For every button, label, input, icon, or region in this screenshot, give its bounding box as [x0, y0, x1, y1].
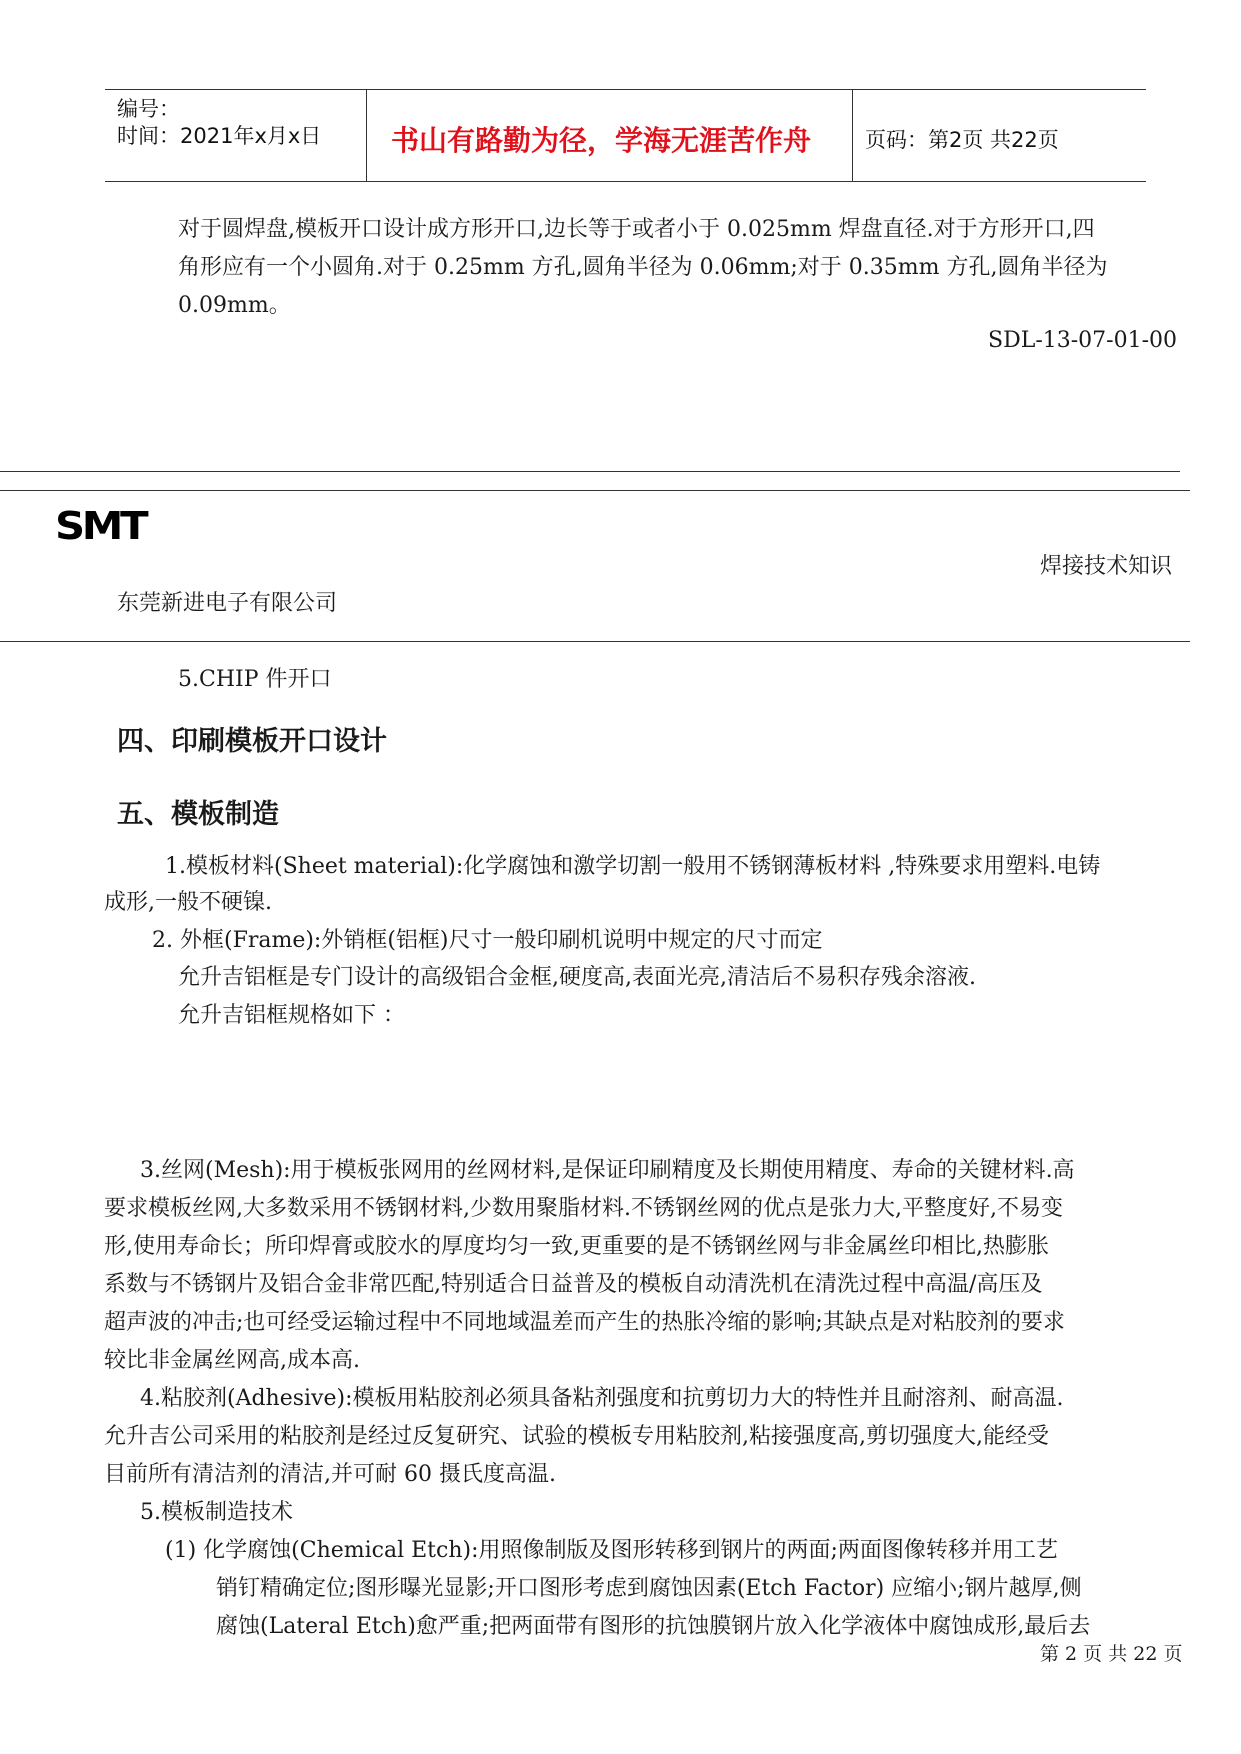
paragraph-1-line-2: 成形,一般不硬镍.	[104, 890, 272, 915]
section-rule-2	[0, 490, 1190, 491]
document-time: 时间：2021年x月x日	[117, 124, 322, 148]
paragraph-3-line-2: 要求模板丝网,大多数采用不锈钢材料,少数用聚脂材料.不锈钢丝网的优点是张力大,平整度好,不易变	[104, 1196, 1063, 1221]
paragraph-5-item-1-line-2: 销钉精确定位;图形曝光显影;开口图形考虑到腐蚀因素(Etch Factor) 应缩小;钢片越厚,侧	[216, 1576, 1082, 1601]
paragraph-2-line-2: 允升吉铝框是专门设计的高级铝合金框,硬度高,表面光亮,清洁后不易积存残余溶液.	[178, 965, 976, 990]
document-number-label: 编号：	[117, 97, 180, 121]
paragraph-3-line-1: 3.丝网(Mesh):用于模板张网用的丝网材料,是保证印刷精度及长期使用精度、寿命的关键材料.高	[140, 1158, 1075, 1183]
continuation-line-1: 对于圆焊盘,模板开口设计成方形开口,边长等于或者小于 0.025mm 焊盘直径.对于方形开口,四	[178, 217, 1095, 242]
chip-item: 5.CHIP 件开口	[178, 667, 332, 692]
document-code: SDL-13-07-01-00	[988, 328, 1178, 353]
footer-page-number: 第 2 页 共 22 页	[1040, 1643, 1183, 1665]
continuation-line-2: 角形应有一个小圆角.对于 0.25mm 方孔,圆角半径为 0.06mm;对于 0.35mm 方孔,圆角半径为	[178, 255, 1108, 280]
header-bottom-rule	[105, 181, 1146, 182]
paragraph-4-line-1: 4.粘胶剂(Adhesive):模板用粘胶剂必须具备粘剂强度和抗剪切力大的特性并且耐溶剂、耐高温.	[140, 1386, 1064, 1411]
company-name: 东莞新进电子有限公司	[117, 591, 338, 616]
section-heading-4: 四、印刷模板开口设计	[117, 726, 387, 757]
section-heading-5: 五、模板制造	[117, 799, 279, 830]
header-motto: 书山有路勤为径，学海无涯苦作舟	[391, 124, 812, 157]
continuation-line-3: 0.09mm。	[178, 293, 291, 318]
header-top-rule	[105, 89, 1146, 90]
page-indicator: 页码：第2页 共22页	[865, 128, 1059, 152]
smt-logo: SMT	[55, 504, 146, 548]
paragraph-3-line-6: 较比非金属丝网高,成本高.	[104, 1348, 360, 1373]
paragraph-5-item-1-line-1: (1) 化学腐蚀(Chemical Etch):用照像制版及图形转移到钢片的两面;两面图像转移并用工艺	[165, 1538, 1058, 1563]
header-divider-left	[366, 89, 367, 181]
paragraph-5-title: 5.模板制造技术	[140, 1500, 293, 1525]
paragraph-4-line-3: 目前所有清洁剂的清洁,并可耐 60 摄氏度高温.	[104, 1462, 556, 1487]
section-rule-1	[0, 471, 1180, 472]
paragraph-3-line-4: 系数与不锈钢片及铝合金非常匹配,特别适合日益普及的模板自动清洗机在清洗过程中高温/高压及	[104, 1272, 1043, 1297]
header-divider-right	[852, 89, 853, 181]
document-subject: 焊接技术知识	[1040, 554, 1173, 579]
paragraph-3-line-5: 超声波的冲击;也可经受运输过程中不同地域温差而产生的热胀冷缩的影响;其缺点是对粘胶剂的要求	[104, 1310, 1065, 1335]
paragraph-5-item-1-line-3: 腐蚀(Lateral Etch)愈严重;把两面带有图形的抗蚀膜钢片放入化学液体中腐蚀成形,最后去	[216, 1614, 1091, 1639]
paragraph-4-line-2: 允升吉公司采用的粘胶剂是经过反复研究、试验的模板专用粘胶剂,粘接强度高,剪切强度大,能经受	[104, 1424, 1049, 1449]
paragraph-2-line-3: 允升吉铝框规格如下 ：	[178, 1003, 405, 1028]
section-rule-3	[0, 641, 1190, 642]
paragraph-3-line-3: 形,使用寿命长；所印焊膏或胶水的厚度均匀一致,更重要的是不锈钢丝网与非金属丝印相比,热膨胀	[104, 1234, 1049, 1259]
paragraph-2-line-1: 2. 外框(Frame):外销框(铝框)尺寸一般印刷机说明中规定的尺寸而定	[152, 928, 823, 953]
paragraph-1-line-1: 1.模板材料(Sheet material):化学腐蚀和激学切割一般用不锈钢薄板材料 ,特殊要求用塑料.电铸	[165, 854, 1101, 879]
